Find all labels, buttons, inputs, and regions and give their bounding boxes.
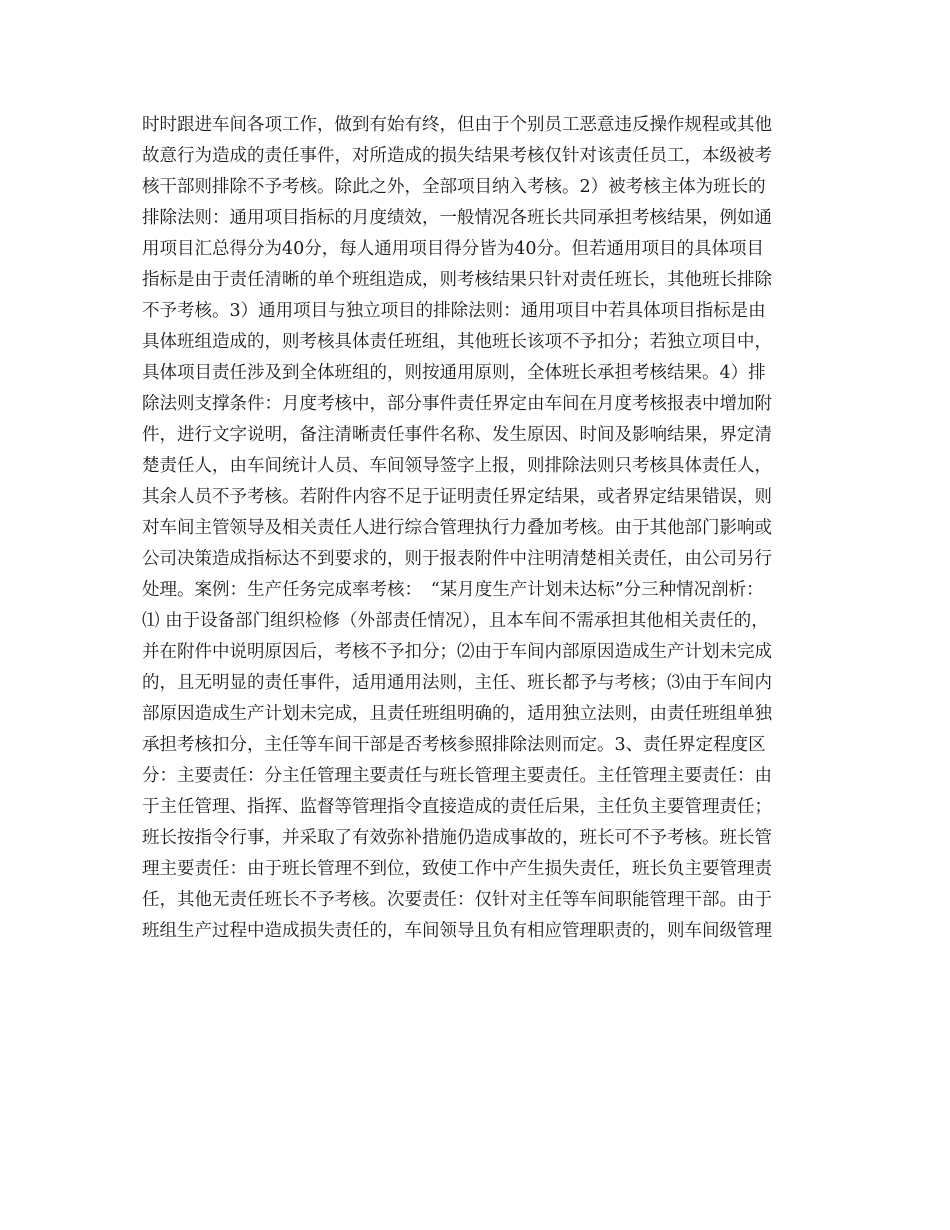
text-line-10: 除法则支撑条件：月度考核中，部分事件责任界定由车间在月度考核报表中增加附 xyxy=(142,394,772,414)
text-line-22: 分：主要责任：分主任管理主要责任与班长管理主要责任。主任管理主要责任：由 xyxy=(142,766,772,786)
text-line-8: 具体班组造成的，则考核具体责任班组，其他班长该项不予扣分；若独立项目中， xyxy=(142,332,772,352)
text-line-23: 于主任管理、指挥、监督等管理指令直接造成的责任后果，主任负主要管理责任； xyxy=(142,797,772,817)
text-line-3: 核干部则排除不予考核。除此之外，全部项目纳入考核。2）被考核主体为班长的 xyxy=(142,177,766,197)
text-line-24: 班长按指令行事，并采取了有效弥补措施仍造成事故的，班长可不予考核。班长管 xyxy=(142,828,772,848)
text-line-1: 时时跟进车间各项工作，做到有始有终，但由于个别员工恶意违反操作规程或其他 xyxy=(142,115,772,135)
text-line-14: 对车间主管领导及相关责任人进行综合管理执行力叠加考核。由于其他部门影响或 xyxy=(142,518,772,538)
text-line-25: 理主要责任：由于班长管理不到位，致使工作中产生损失责任，班长负主要管理责 xyxy=(142,859,772,879)
text-line-9: 具体项目责任涉及到全体班组的，则按通用原则，全体班长承担考核结果。4）排 xyxy=(142,363,766,383)
text-line-2: 故意行为造成的责任事件，对所造成的损失结果考核仅针对该责任员工，本级被考 xyxy=(142,146,772,166)
text-line-17: ⑴ 由于设备部门组织检修（外部责任情况），且本车间不需承担其他相关责任的， xyxy=(142,611,769,631)
text-line-7: 不予考核。3）通用项目与独立项目的排除法则：通用项目中若具体项目指标是由 xyxy=(142,301,766,321)
text-line-12: 楚责任人，由车间统计人员、车间领导签字上报，则排除法则只考核具体责任人， xyxy=(142,456,772,476)
text-line-6: 指标是由于责任清晰的单个班组造成，则考核结果只针对责任班长，其他班长排除 xyxy=(142,270,772,290)
text-line-27: 班组生产过程中造成损失责任的，车间领导且负有相应管理职责的，则车间级管理 xyxy=(142,921,772,941)
text-line-20: 部原因造成生产计划未完成，且责任班组明确的，适用独立法则，由责任班组单独 xyxy=(142,704,772,724)
text-line-13: 其余人员不予考核。若附件内容不足于证明责任界定结果，或者界定结果错误，则 xyxy=(142,487,772,507)
text-line-21: 承担考核扣分，主任等车间干部是否考核参照排除法则而定。3、责任界定程度区 xyxy=(142,735,766,755)
body-paragraph xyxy=(142,110,822,947)
text-line-4: 排除法则：通用项目指标的月度绩效，一般情况各班长共同承担考核结果，例如通 xyxy=(142,208,772,228)
text-line-11: 件，进行文字说明，备注清晰责任事件名称、发生原因、时间及影响结果，界定清 xyxy=(142,425,772,445)
text-line-18: 并在附件中说明原因后，考核不予扣分；⑵由于车间内部原因造成生产计划未完成 xyxy=(142,642,772,662)
text-line-16: 处理。案例：生产任务完成率考核： “某月度生产计划未达标”分三种情况剖析： xyxy=(142,580,764,600)
text-line-5: 用项目汇总得分为40分，每人通用项目得分皆为40分。但若通用项目的具体项目 xyxy=(142,239,765,259)
text-line-15: 公司决策造成指标达不到要求的，则于报表附件中注明清楚相关责任，由公司另行 xyxy=(142,549,772,569)
text-line-19: 的，且无明显的责任事件，适用通用法则，主任、班长都予与考核；⑶由于车间内 xyxy=(142,673,772,693)
text-line-26: 任，其他无责任班长不予考核。次要责任：仅针对主任等车间职能管理干部。由于 xyxy=(142,890,772,910)
